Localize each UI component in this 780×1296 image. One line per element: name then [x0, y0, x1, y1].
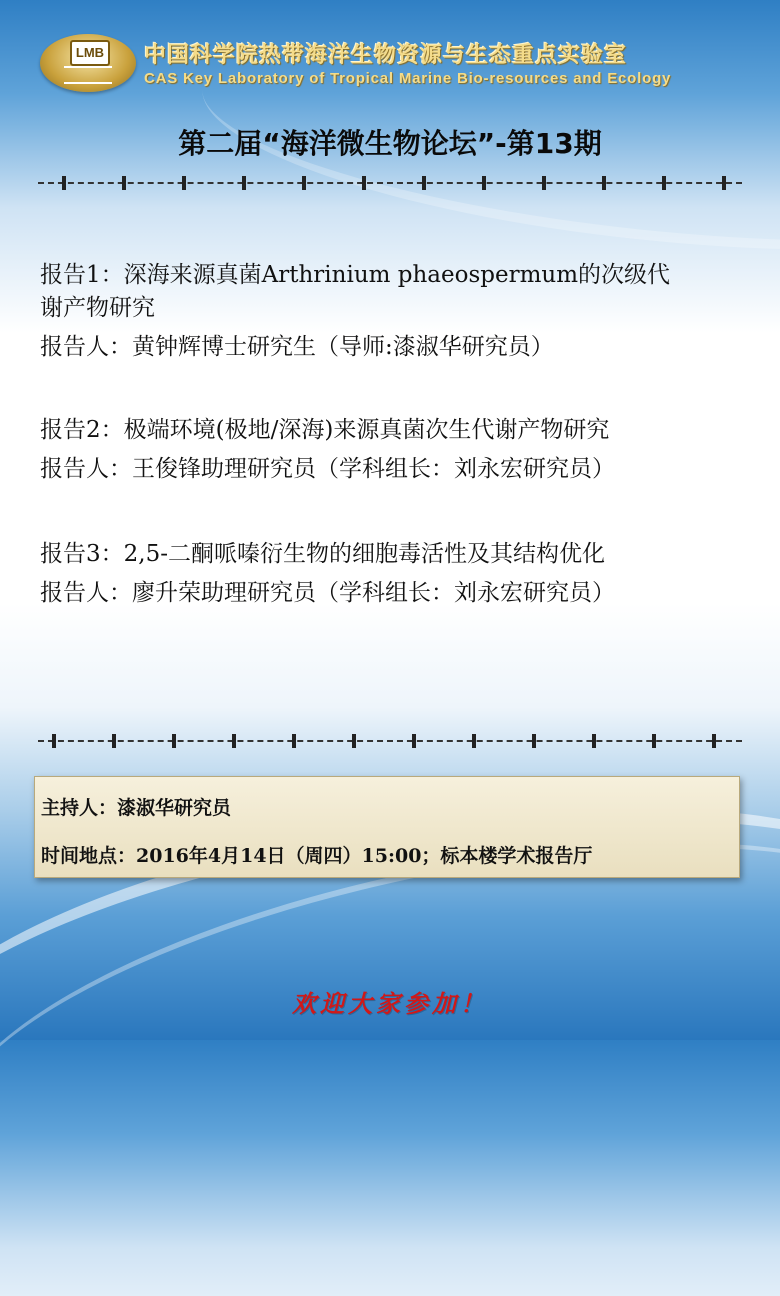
- lab-header: [40, 34, 750, 96]
- talk-title: 报告3：2,5-二酮哌嗪衍生物的细胞毒活性及其结构优化: [40, 541, 605, 567]
- talk-2: [40, 414, 750, 486]
- divider-bottom: [38, 734, 742, 748]
- talk-speaker: 报告人：黄钟辉博士研究生（导师:漆淑华研究员）: [40, 334, 554, 360]
- talk-title-cont: 谢产物研究: [40, 295, 155, 321]
- logo-text: LMB: [70, 40, 110, 66]
- talk-title: 报告1：深海来源真菌Arthrinium phaeospermum的次级代: [40, 262, 671, 288]
- event-info-box: [34, 776, 740, 878]
- talk-speaker: 报告人：王俊锋助理研究员（学科组长：刘永宏研究员）: [40, 456, 615, 482]
- waves-icon: [64, 66, 112, 84]
- divider-top: [38, 176, 742, 190]
- lab-name-en: CAS Key Laboratory of Tropical Marine Bio-resources and Ecology: [144, 70, 672, 87]
- talk-title: 报告2：极端环境(极地/深海)来源真菌次生代谢产物研究: [40, 417, 610, 443]
- time-place: 时间地点：2016年4月14日（周四）15:00；标本楼学术报告厅: [41, 845, 593, 867]
- talk-1: [40, 259, 750, 364]
- lab-name-cn: 中国科学院热带海洋生物资源与生态重点实验室: [144, 43, 628, 68]
- host: 主持人：漆淑华研究员: [41, 797, 232, 819]
- talk-3: [40, 538, 750, 610]
- forum-title: 第二届“海洋微生物论坛”-第13期: [178, 127, 602, 160]
- talk-speaker: 报告人：廖升荣助理研究员（学科组长：刘永宏研究员）: [40, 580, 615, 606]
- welcome-text: 欢迎大家参加！: [292, 989, 488, 1018]
- lab-logo-icon: [40, 34, 136, 92]
